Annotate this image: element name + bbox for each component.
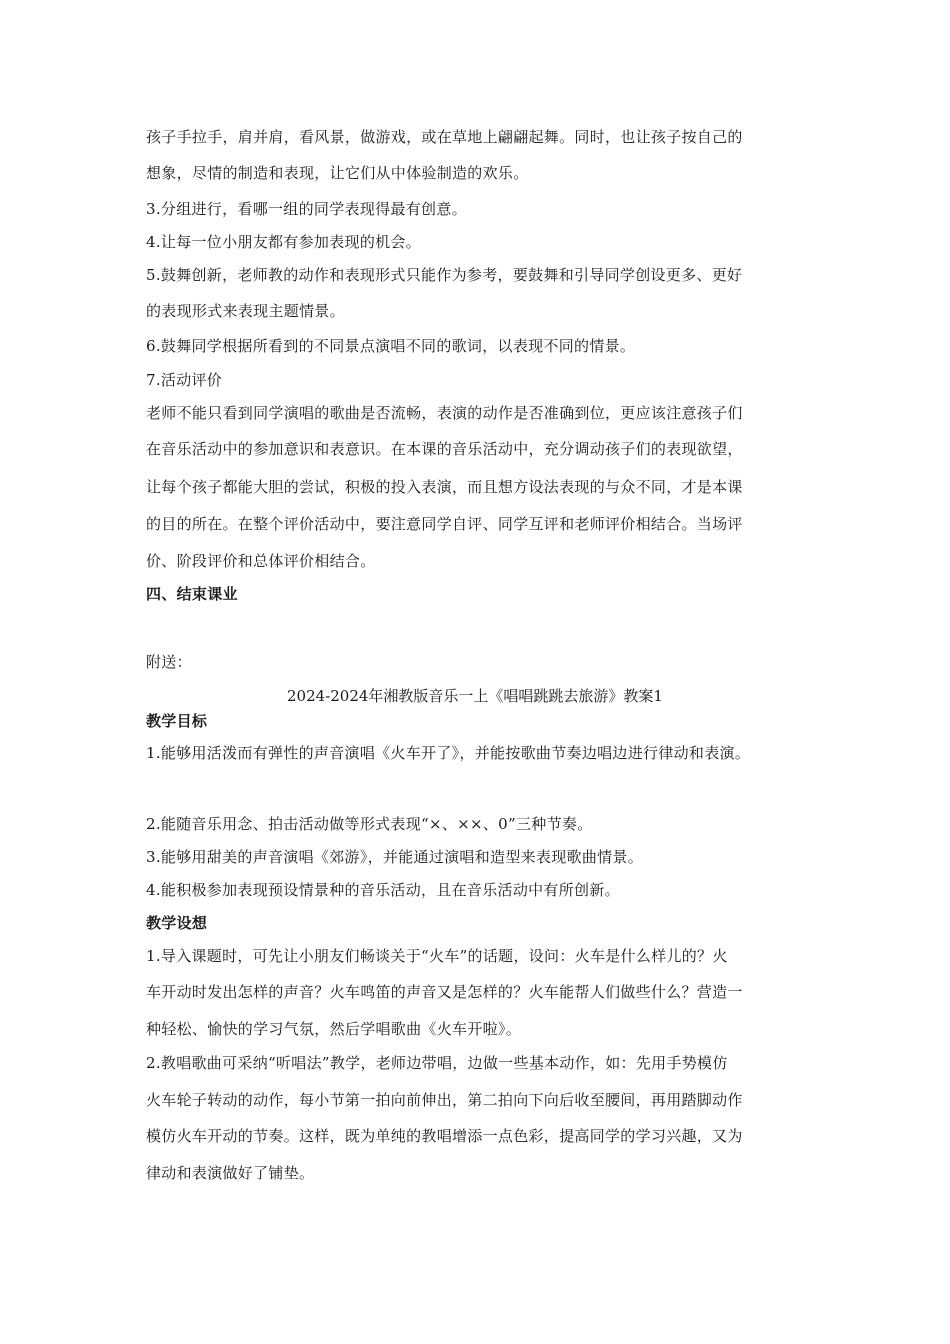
paragraph-line: 的目的所在。在整个评价活动中，要注意同学自评、同学互评和老师评价相结合。当场评 (146, 515, 743, 533)
paragraph-line: 想象，尽情的制造和表现，让它们从中体验制造的欢乐。 (146, 164, 529, 182)
paragraph-line: 车开动时发出怎样的声音？火车鸣笛的声音又是怎样的？火车能帮人们做些什么？营造一 (146, 983, 743, 1001)
list-item: 5.鼓舞创新，老师教的动作和表现形式只能作为参考，要鼓舞和引导同学创设更多、更好 (146, 266, 743, 284)
paragraph-line: 火车轮子转动的动作，每小节第一拍向前伸出，第二拍向下向后收至腰间，再用踏脚动作 (146, 1091, 743, 1109)
paragraph-line: 在音乐活动中的参加意识和表意识。在本课的音乐活动中，充分调动孩子们的表现欲望， (146, 440, 743, 458)
paragraph-line: 模仿火车开动的节奏。这样，既为单纯的教唱增添一点色彩，提高同学的学习兴趣，又为 (146, 1127, 743, 1145)
document-title: 2024-2024年湘教版音乐一上《唱唱跳跳去旅游》教案1 (287, 687, 663, 705)
section-heading: 教学目标 (146, 712, 208, 730)
paragraph-line: 让每个孩子都能大胆的尝试，积极的投入表演，而且想方设法表现的与众不同，才是本课 (146, 478, 743, 496)
list-item: 6.鼓舞同学根据所看到的不同景点演唱不同的歌词，以表现不同的情景。 (146, 337, 636, 355)
section-heading: 四、结束课业 (146, 585, 238, 603)
paragraph-line: 孩子手拉手，肩并肩，看风景，做游戏，或在草地上翩翩起舞。同时，也让孩子按自己的 (146, 128, 743, 146)
section-heading: 教学设想 (146, 914, 208, 932)
list-item: 2.能随音乐用念、拍击活动做等形式表现“×、××、0”三种节奏。 (146, 815, 593, 833)
paragraph-line: 种轻松、愉快的学习气氛，然后学唱歌曲《火车开啦》。 (146, 1020, 522, 1038)
list-item: 1.能够用活泼而有弹性的声音演唱《火车开了》，并能按歌曲节奏边唱边进行律动和表演。 (146, 744, 751, 762)
list-item: 4.能积极参加表现预设情景种的音乐活动，且在音乐活动中有所创新。 (146, 881, 620, 899)
list-item: 2.教唱歌曲可采纳“听唱法”教学，老师边带唱，边做一些基本动作，如：先用手势模仿 (146, 1054, 728, 1072)
paragraph-line: 老师不能只看到同学演唱的歌曲是否流畅，表演的动作是否准确到位，更应该注意孩子们 (146, 404, 743, 422)
list-item: 4.让每一位小朋友都有参加表现的机会。 (146, 233, 422, 251)
list-item: 3.分组进行，看哪一组的同学表现得最有创意。 (146, 200, 467, 218)
list-item: 3.能够用甜美的声音演唱《郊游》，并能通过演唱和造型来表现歌曲情景。 (146, 848, 644, 866)
list-item: 1.导入课题时，可先让小朋友们畅谈关于“火车”的话题，设问：火车是什么样儿的？火 (146, 947, 728, 965)
list-item: 7.活动评价 (146, 371, 223, 389)
paragraph-line: 价、阶段评价和总体评价相结合。 (146, 552, 376, 570)
paragraph-line: 律动和表演做好了铺垫。 (146, 1164, 315, 1182)
paragraph-line: 的表现形式来表现主题情景。 (146, 302, 345, 320)
appendix-label: 附送： (146, 653, 192, 671)
